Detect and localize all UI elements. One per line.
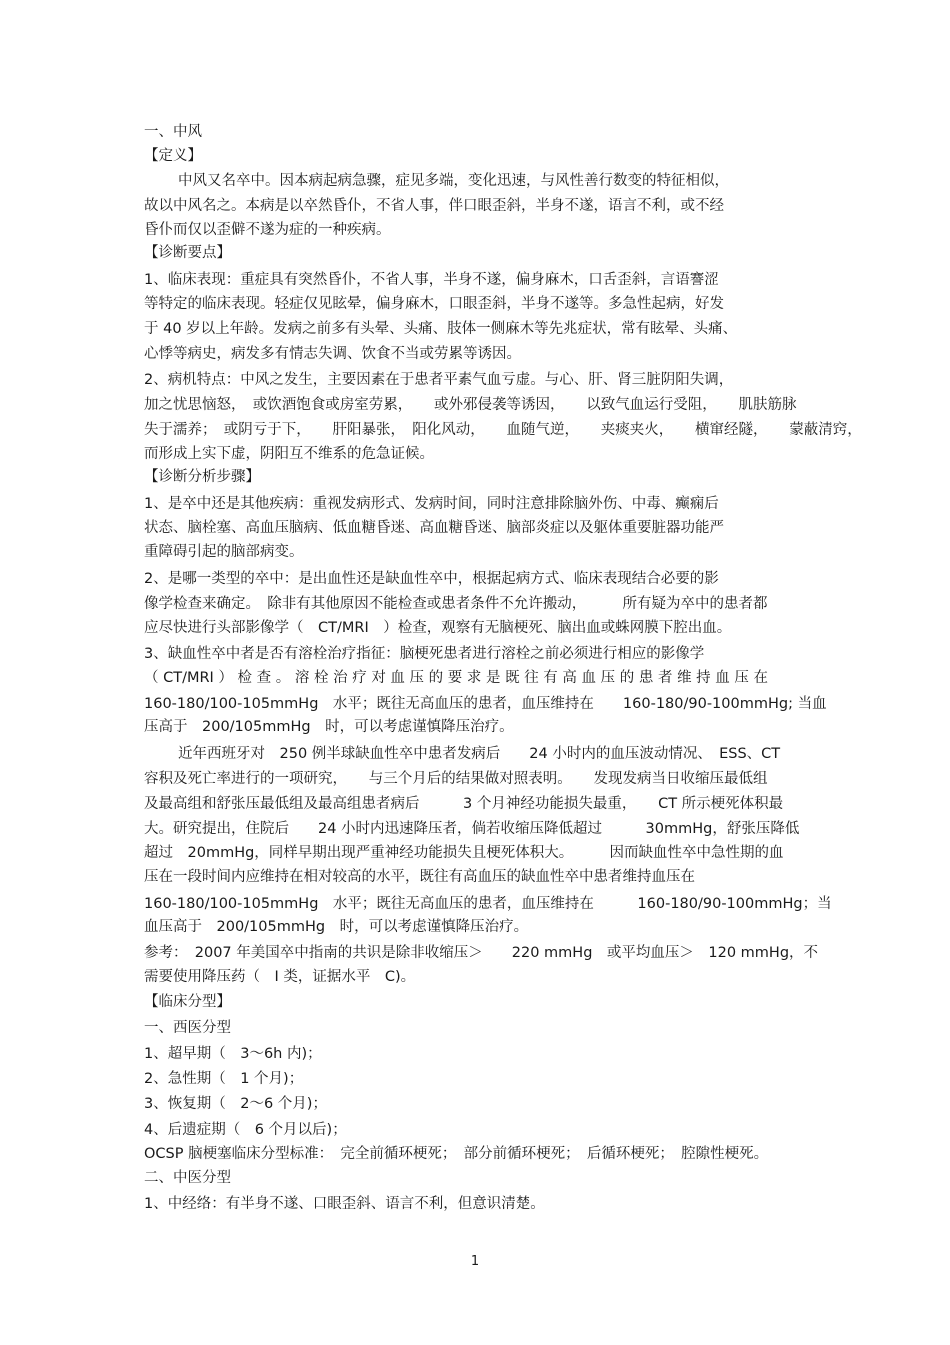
paragraph-line: 1、临床表现：重症具有突然昏仆，不省人事，半身不遂，偏身麻木，口舌歪斜，言语謇涩	[144, 272, 719, 288]
list-heading: 二、中医分型	[144, 1170, 231, 1186]
paragraph-line: 中风又名卒中。因本病起病急骤，症见多端，变化迅速，与风性善行数变的特征相似，	[178, 173, 729, 189]
list-item: 4、后遗症期（ 6 个月以后)；	[144, 1122, 347, 1138]
paragraph-line: 像学检查来确定。 除非有其他原因不能检查或患者条件不允许搬动， 所有疑为卒中的患者都	[144, 596, 768, 612]
list-heading: 一、西医分型	[144, 1020, 231, 1036]
paragraph-line: 容积及死亡率进行的一项研究， 与三个月后的结果做对照表明。 发现发病当日收缩压最低组	[144, 771, 768, 787]
paragraph-line: 大。研究提出，住院后 24 小时内迅速降压者，倘若收缩压降低超过 30mmHg，舒张压降低	[144, 821, 800, 837]
paragraph-line: 参考： 2007 年美国卒中指南的共识是除非收缩压＞ 220 mmHg 或平均血压＞ 120 mmHg，不	[144, 945, 819, 961]
paragraph-line: 2、是哪一类型的卒中：是出血性还是缺血性卒中，根据起病方式、临床表现结合必要的影	[144, 571, 719, 587]
paragraph-line: （ CT/MRI ） 检 查 。 溶 栓 治 疗 对 血 压 的 要 求 是 既 往 有 高 血 压 的 患 者 维 持 血 压 在	[144, 670, 768, 686]
section-heading: 一、中风	[144, 124, 202, 140]
list-item: 3、恢复期（ 2～6 个月)；	[144, 1096, 327, 1112]
paragraph-line: 等特定的临床表现。轻症仅见眩晕，偏身麻木，口眼歪斜，半身不遂等。多急性起病，好发	[144, 296, 724, 312]
list-item: 2、急性期（ 1 个月)；	[144, 1071, 304, 1087]
paragraph-line: 及最高组和舒张压最低组及最高组患者病后 3 个月神经功能损失最重， CT 所示梗死体积最	[144, 796, 784, 812]
list-item: 1、超早期（ 3～6h 内)；	[144, 1046, 322, 1062]
subsection-heading: 【定义】	[144, 148, 202, 164]
paragraph-line: 近年西班牙对 250 例半球缺血性卒中患者发病后 24 小时内的血压波动情况、 ESS、CT	[178, 746, 781, 762]
paragraph-line: 血压高于 200/105mmHg 时，可以考虑谨慎降压治疗。	[144, 919, 529, 935]
paragraph-line: 2、病机特点：中风之发生，主要因素在于患者平素气血亏虚。与心、肝、肾三脏阴阳失调，	[144, 372, 734, 388]
paragraph-line: 1、是卒中还是其他疾病：重视发病形式、发病时间，同时注意排除脑外伤、中毒、癫痫后	[144, 496, 719, 512]
paragraph-line: 应尽快进行头部影像学（ CT/MRI ）检查，观察有无脑梗死、脑出血或蛛网膜下腔出血。	[144, 620, 732, 636]
subsection-heading: 【临床分型】	[144, 994, 231, 1010]
paragraph-line: 故以中风名之。本病是以卒然昏仆，不省人事，伴口眼歪斜，半身不遂，语言不利，或不经	[144, 198, 724, 214]
subsection-heading: 【诊断要点】	[144, 245, 231, 261]
paragraph-line: 状态、脑栓塞、高血压脑病、低血糖昏迷、高血糖昏迷、脑部炎症以及躯体重要脏器功能严	[144, 520, 724, 536]
paragraph-line: 重障碍引起的脑部病变。	[144, 544, 304, 560]
page-number: 1	[470, 1254, 480, 1269]
subsection-heading: 【诊断分析步骤】	[144, 469, 260, 485]
paragraph-line: 压高于 200/105mmHg 时，可以考虑谨慎降压治疗。	[144, 719, 514, 735]
paragraph-line: 需要使用降压药（ Ⅰ 类，证据水平 C)。	[144, 969, 416, 985]
paragraph-line: 160-180/100-105mmHg 水平；既往无高血压的患者，血压维持在 160-180/90-100mmHg；当	[144, 896, 832, 912]
paragraph-line: 160-180/100-105mmHg 水平；既往无高血压的患者，血压维持在 160-180/90-100mmHg; 当血	[144, 696, 827, 712]
paragraph-line: 于 40 岁以上年龄。发病之前多有头晕、头痛、肢体一侧麻木等先兆症状，常有眩晕、头痛、	[144, 321, 738, 337]
paragraph-line: 失于濡养； 或阴亏于下， 肝阳暴张， 阳化风动， 血随气逆， 夹痰夹火， 横窜经隧， 蒙蔽清窍，	[144, 422, 862, 438]
paragraph-line: 加之忧思恼怒， 或饮酒饱食或房室劳累， 或外邪侵袭等诱因， 以致气血运行受阻， 肌肤筋脉	[144, 397, 797, 413]
paragraph-line: OCSP 脑梗塞临床分型标准： 完全前循环梗死； 部分前循环梗死； 后循环梗死； 腔隙性梗死。	[144, 1146, 769, 1162]
paragraph-line: 心悸等病史，病发多有情志失调、饮食不当或劳累等诱因。	[144, 346, 521, 362]
list-item: 1、中经络：有半身不遂、口眼歪斜、语言不利，但意识清楚。	[144, 1196, 545, 1212]
paragraph-line: 昏仆而仅以歪僻不遂为症的一种疾病。	[144, 222, 391, 238]
paragraph-line: 3、缺血性卒中者是否有溶栓治疗指征：脑梗死患者进行溶栓之前必须进行相应的影像学	[144, 646, 705, 662]
paragraph-line: 而形成上实下虚，阴阳互不维系的危急证候。	[144, 446, 434, 462]
paragraph-line: 超过 20mmHg，同样早期出现严重神经功能损失且梗死体积大。 因而缺血性卒中急性期的血	[144, 845, 784, 861]
paragraph-line: 压在一段时间内应维持在相对较高的水平，既往有高血压的缺血性卒中患者维持血压在	[144, 869, 695, 885]
